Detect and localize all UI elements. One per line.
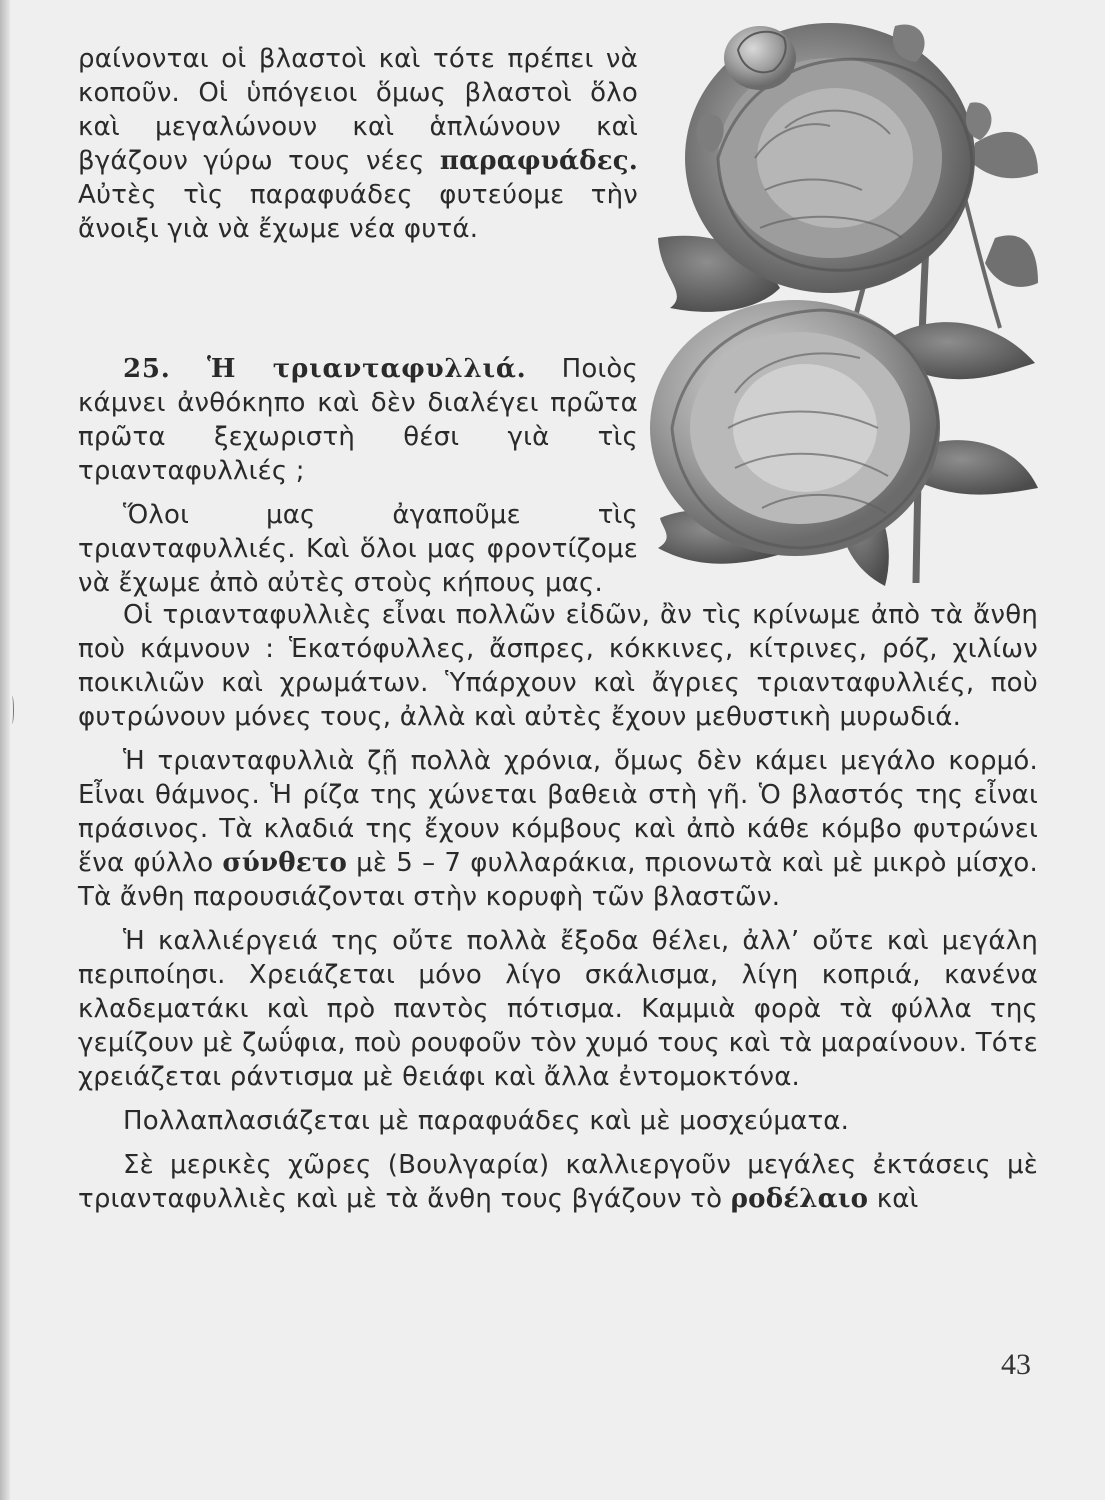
top-column-text xyxy=(78,42,638,246)
paragraph-5-part-a: Ἡ τριανταφυλλιὰ ζῇ πολλὰ χρόνια, ὅμως δὲν κάμει μεγάλο κορμό. Εἶναι θάμνος. Ἡ ρίζα της χώνεται βαθειὰ στὴ γῆ. Ὁ βλαστός της εἶναι πράσινος. Τὰ κλαδιά της ἔχουν κόμβους καὶ ἀπὸ κάθε κόμβο φυτρώνει ἕνα φύλλο xyxy=(78,746,1038,878)
paragraph-5-bold-term: σύνθετο xyxy=(222,848,348,878)
paragraph-3: Ὅλοι μας ἀγαποῦμε τὶς τριανταφυλλιές. Καὶ ὅλοι μας φροντίζομε νὰ ἔχωμε ἀπὸ αὐτὲς στοὺς κήπους μας. xyxy=(78,500,638,598)
page-number: 43 xyxy=(1001,1348,1031,1381)
paragraph-5 xyxy=(78,744,1038,914)
main-body-text xyxy=(78,598,1038,1216)
paragraph-8 xyxy=(78,1148,1038,1216)
paragraph-4: Οἱ τριανταφυλλιὲς εἶναι πολλῶν εἰδῶν, ἂν τὶς κρίνωμε ἀπὸ τὰ ἄνθη ποὺ κάμνουν : Ἑκατόφυλλες, ἄσπρες, κόκκινες, κίτρινες, ρόζ, χιλίων ποικιλιῶν καὶ χρωμάτων. Ὑπάρχουν καὶ ἄγριες τριανταφυλλιές, ποὺ φυτρώνουν μόνες τους, ἀλλὰ καὶ αὐτὲς ἔχουν μεθυστικὴ μυρωδιά. xyxy=(78,600,1038,732)
paragraph-1-bold-term: παραφυάδες. xyxy=(439,146,638,176)
paragraph-2 xyxy=(78,352,638,488)
paragraph-7: Πολλαπλασιάζεται μὲ παραφυάδες καὶ μὲ μοσχεύματα. xyxy=(123,1106,850,1136)
section-heading: 25. Ἡ τριανταφυλλιά. xyxy=(123,354,527,384)
paragraph-8-part-a: Σὲ μερικὲς χῶρες (Βουλγαρία) καλλιεργοῦν μεγάλες ἐκτάσεις μὲ τριανταφυλλιὲς καὶ μὲ τὰ ἄνθη τους βγάζουν τὸ xyxy=(78,1150,1038,1214)
middle-column-text xyxy=(78,352,638,600)
paragraph-6: Ἡ καλλιέργειά της οὔτε πολλὰ ἔξοδα θέλει, ἀλλ’ οὔτε καὶ μεγάλη περιποίησι. Χρειάζεται μόνο λίγο σκάλισμα, λίγη κοπριά, κανένα κλαδεματάκι καὶ πρὸ παντὸς πότισμα. Καμμιὰ φορὰ τὰ φύλλα της γεμίζουν μὲ ζωΰφια, ποὺ ρουφοῦν τὸν χυμό τους καὶ τὰ μαραίνουν. Τότε χρειάζεται ράντισμα μὲ θειάφι καὶ ἄλλα ἐντομοκτόνα. xyxy=(78,926,1038,1092)
paragraph-1 xyxy=(78,42,638,246)
chrysanthemum-illustration-icon xyxy=(640,8,1042,588)
paragraph-1-tail: Αὐτὲς τὶς παραφυάδες φυτεύομε τὴν ἄνοιξι γιὰ νὰ ἔχωμε νέα φυτά. xyxy=(78,180,638,244)
paragraph-1-text: ραίνονται οἱ βλαστοὶ καὶ τότε πρέπει νὰ κοποῦν. Οἱ ὑπόγειοι ὅμως βλαστοὶ ὅλο καὶ μεγαλώνουν καὶ ἁπλώνουν καὶ βγάζουν γύρω τους νέες xyxy=(78,44,638,176)
paragraph-2-text: Ποιὸς κάμνει ἀνθόκηπο καὶ δὲν διαλέγει πρῶτα πρῶτα ξεχωριστὴ θέσι γιὰ τὶς τριανταφυλλιές ; xyxy=(78,354,638,486)
paragraph-8-bold-term: ροδέλαιο xyxy=(730,1184,869,1214)
page-edge xyxy=(0,0,10,1500)
paragraph-8-part-b: καὶ xyxy=(876,1184,919,1214)
paragraph-5-part-b: μὲ 5 – 7 φυλλαράκια, πριονωτὰ καὶ μὲ μικρὸ μίσχο. Τὰ ἄνθη παρουσιάζονται στὴν κορυφὴ τῶν βλαστῶν. xyxy=(78,848,1038,912)
binding-mark xyxy=(10,696,14,724)
